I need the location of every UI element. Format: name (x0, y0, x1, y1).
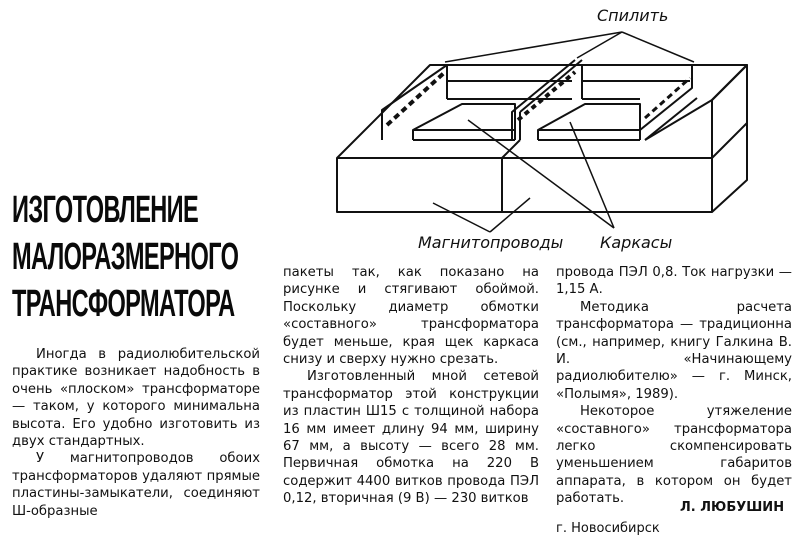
paragraph: пакеты так, как показано на рисунке и стягивают обоймой. Поскольку диаметр обмотки «составного» трансформатора будет меньше, края щек каркаса снизу и сверху нужно срезать. (283, 265, 539, 368)
paragraph: Методика расчета трансформатора — традиционна (см., например, книгу Галкина В. И. «Начинающему радиолюбителю» — г. Минск, «Полымя», 1989). (556, 299, 792, 402)
article-title-line-2: МАЛОРАЗМЕРНОГО (12, 236, 239, 278)
author-city: г. Новосибирск (556, 521, 660, 536)
article-title-line-3: ТРАНСФОРМАТОРА (12, 283, 235, 325)
label-karkasy: Каркасы (600, 233, 673, 252)
text-column-3 (556, 264, 792, 508)
paragraph: Иногда в радиолюбительской практике возникает надобность в очень «плоском» трансформаторе — таком, у которого минимальна высота. Его удобно изготовить из двух стандартных. (12, 347, 260, 450)
article-title-line-1: ИЗГОТОВЛЕНИЕ (12, 189, 199, 231)
text-column-1 (12, 346, 260, 520)
paragraph: провода ПЭЛ 0,8. Ток нагрузки — 1,15 А. (556, 265, 792, 298)
paragraph: У магнитопроводов обоих трансформаторов удаляют прямые пластины-замыкатели, соединяют Ш-образные (12, 451, 260, 519)
text-column-2 (283, 264, 539, 508)
paragraph: Изготовленный мной сетевой трансформатор этой конструкции из пластин Ш15 с толщиной набора 16 мм имеет длину 94 мм, ширину 67 мм, а высоту — всего 28 мм. Первичная обмотка на 220 В содержит 4400 витков провода ПЭЛ 0,12, вторичная (9 В) — 230 витков (283, 369, 539, 507)
label-magnetoprovody: Магнитопроводы (418, 233, 564, 252)
paragraph: Некоторое утяжеление «составного» трансформатора легко скомпенсировать уменьшением габаритов аппарата, в котором он будет работать. (556, 404, 792, 507)
label-spilit: Спилить (597, 6, 669, 25)
author-name: Л. ЛЮБУШИН (680, 500, 785, 515)
